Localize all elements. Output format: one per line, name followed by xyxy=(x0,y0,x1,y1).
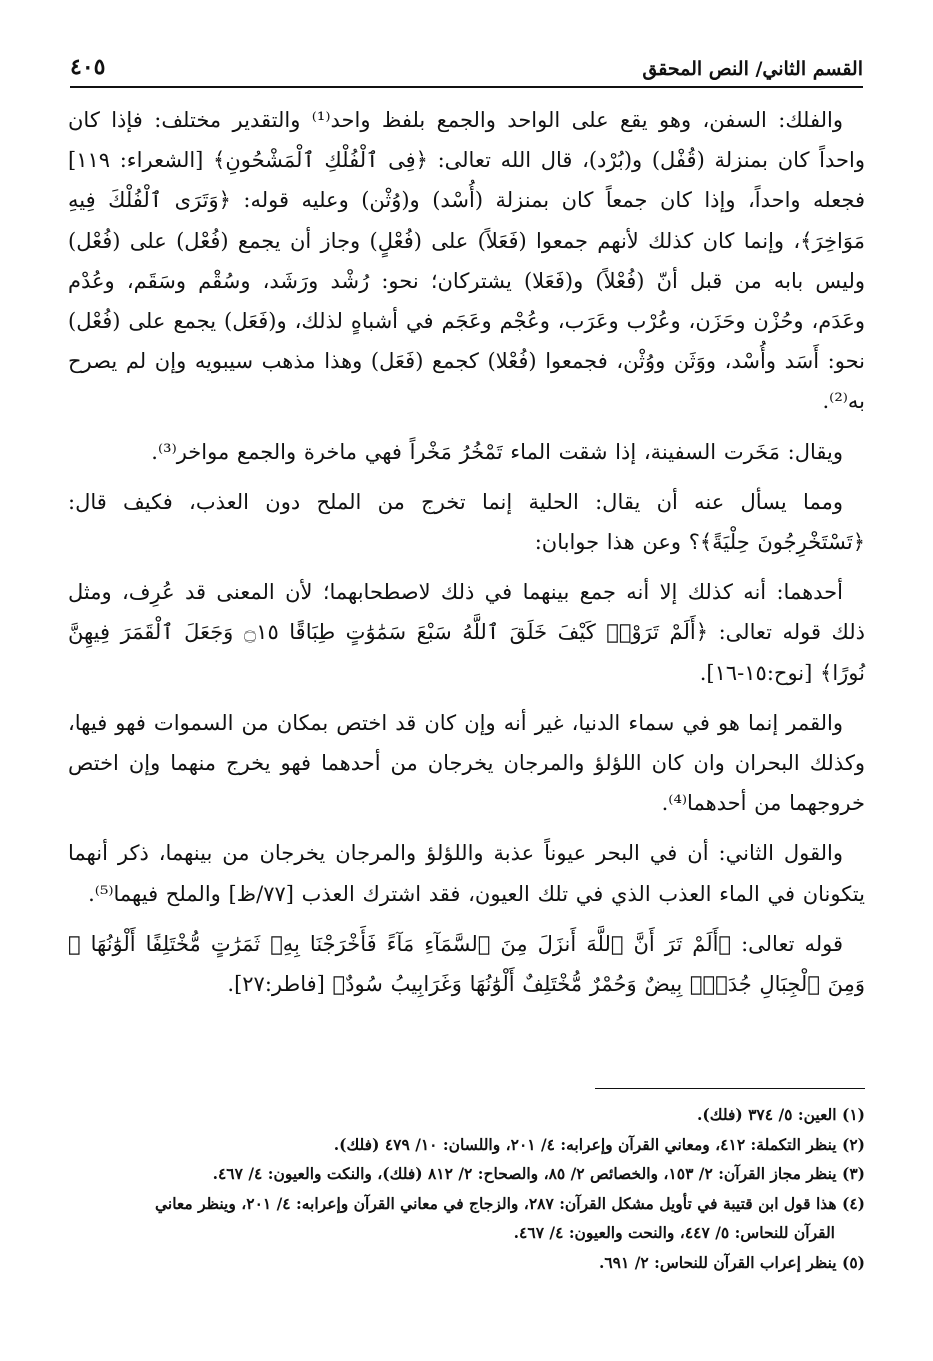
page-number: ٤٠٥ xyxy=(70,54,106,80)
footnote: (١) العين: ٥/ ٣٧٤ (فلك). xyxy=(697,1105,865,1124)
paragraph: أحدهما: أنه كذلك إلا أنه جمع بينهما في ذلك لاصطحابهما؛ لأن المعنى قد عُرِف، ومثل ذلك قوله تعالى: ﴿أَلَمْ تَرَوْا۟ كَيْفَ خَلَقَ ٱللَّهُ سَبْعَ سَمَٰوَٰتٍ طِبَاقًا ۝١٥ وَجَعَلَ ٱلْقَمَرَ فِيهِنَّ نُورًا﴾ [نوح:١٥-١٦]. xyxy=(68,580,865,685)
paragraph: ومما يسأل عنه أن يقال: الحلية إنما تخرج من الملح دون العذب، فكيف قال: ﴿تَسْتَخْرِجُونَ حِلْيَةً﴾؟ وعن هذا جوابان: xyxy=(68,489,865,555)
footnote-continuation: القرآن للنحاس: ٥/ ٤٤٧، والنحت والعيون: ٤/ ٤٦٧. xyxy=(513,1223,835,1242)
footnote: (٢) ينظر التكملة: ٤١٢، ومعاني القرآن وإعرابه: ٤/ ٢٠١، واللسان: ١٠/ ٤٧٩ (فلك). xyxy=(333,1134,865,1154)
running-title: القسم الثاني/ النص المحقق xyxy=(642,58,863,80)
paragraph: والقمر إنما هو في سماء الدنيا، غير أنه وإن كان قد اختص بمكان من السموات فهو فيها، وكذلك البحران وان كان اللؤلؤ والمرجان يخرجان من أحدهما فهو يخرج منهما وإن اختص خروجهما من أحدهما⁽⁴⁾. xyxy=(68,710,865,816)
paragraph: والفلك: السفن، وهو يقع على الواحد والجمع بلفظ واحد⁽¹⁾ والتقدير مختلف: فإذا كان واحداً كان بمنزلة (قُفْل) و(بُرْد)، قال الله تعالى: ﴿فِى ٱلْفُلْكِ ٱلْمَشْحُونِ﴾ [الشعراء: ١١٩] فجعله واحداً، وإذا كان جمعاً كان بمنزلة (أُسْد) و(وُثْن) وعليه قوله: ﴿وَتَرَى ٱلْفُلْكَ فِيهِ مَوَاخِرَ﴾، وإنما كان كذلك لأنهم جمعوا (فَعَلاً) على (فُعْلٍ) وجاز أن يجمع (فُعْل) على (فُعْل) وليس بابه من قبل أنّ (فُعْلاً) و(فَعَلا) يشتركان؛ نحو: رُشْد ورَشَد، وسُقْم وسَقَم، وعُدْم وعَدَم، وحُزْن وحَزَن، وعُرْب وعَرَب، وعُجْم وعَجَم في أشباهٍ لذلك، و(فَعَل) يجمع على (فُعْل) نحو: أَسَد وأُسْد، ووَثَن ووُثْن، فجمعوا (فُعْلا) كجمع (فَعَل) وهذا مذهب سيبويه وإن لم يصرح به⁽²⁾. xyxy=(68,108,865,414)
footnote: (٥) ينظر إعراب القرآن للنحاس: ٢/ ٦٩١. xyxy=(598,1252,865,1272)
paragraph: ويقال: مَخَرت السفينة، إذا شقت الماء تَمْخُرُ مَخْراً فهي ماخرة والجمع مواخر⁽³⁾. xyxy=(151,439,843,464)
footnote-separator xyxy=(595,1088,865,1089)
paragraph: قوله تعالى: ﴿أَلَمْ تَرَ أَنَّ ٱللَّهَ أَنزَلَ مِنَ ٱلسَّمَآءِ مَآءً فَأَخْرَجْنَا بِهِۦ ثَمَرَٰتٍ مُّخْتَلِفًا أَلْوَٰنُهَا ۚ وَمِنَ ٱلْجِبَالِ جُدَدٌۢ بِيضٌ وَحُمْرٌ مُّخْتَلِفٌ أَلْوَٰنُهَا وَغَرَابِيبُ سُودٌ﴾ [فاطر:٢٧]. xyxy=(68,931,865,997)
footnote: (٤) هذا قول ابن قتيبة في تأويل مشكل القرآن: ٢٨٧، والزجاج في معاني القرآن وإعرابه: ٤/ ٢٠١، وينظر معاني xyxy=(154,1193,865,1213)
page-header xyxy=(70,42,863,88)
main-text xyxy=(68,100,865,1014)
footnote: (٣) ينظر مجاز القرآن: ٢/ ١٥٣، والخصائص ٢/ ٨٥، والصحاح: ٢/ ٨١٢ (فلك)، والنكت والعيون: ٤/ ٤٦٧. xyxy=(212,1164,865,1183)
footnotes xyxy=(68,1100,865,1277)
paragraph: والقول الثاني: أن في البحر عيوناً عذبة واللؤلؤ والمرجان يخرجان من بينهما، ذكر أنهما يتكونان في الماء العذب الذي في تلك العيون، فقد اشترك العذب [٧٧/ظ] والملح فيهما⁽⁵⁾. xyxy=(68,841,865,906)
